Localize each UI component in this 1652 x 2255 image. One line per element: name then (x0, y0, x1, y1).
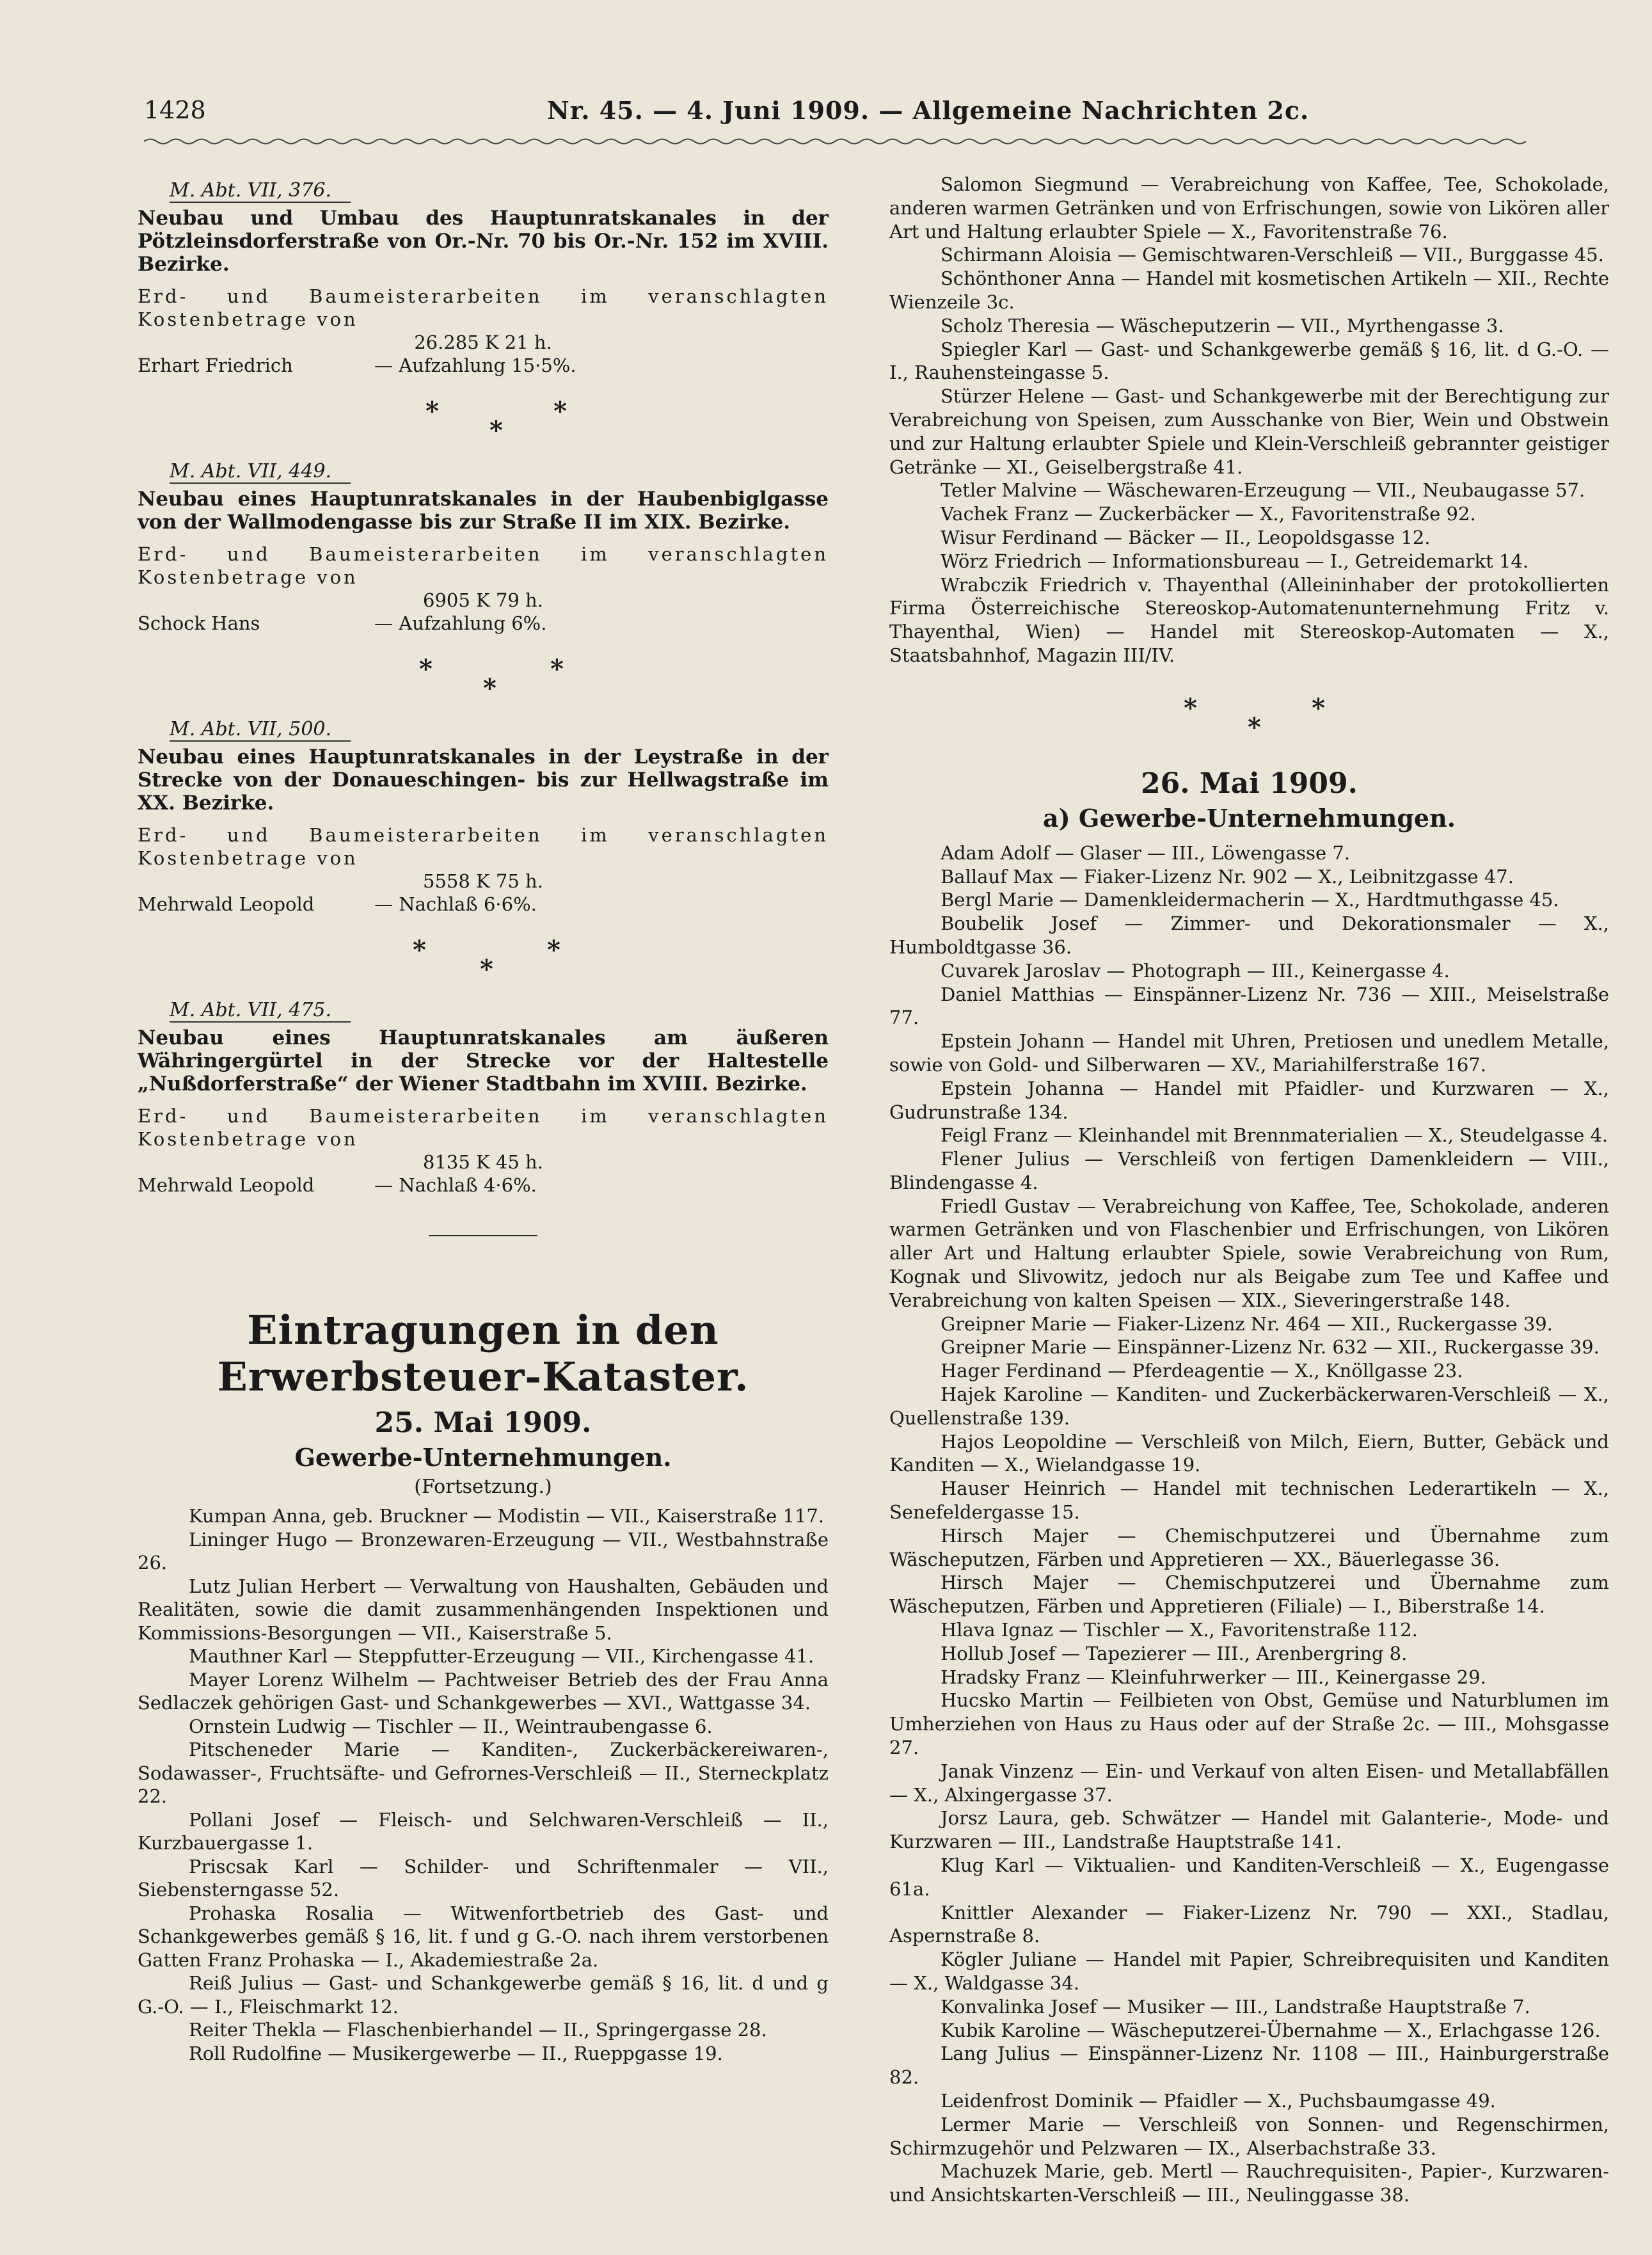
register-entry: Ornstein Ludwig — Tischler — II., Weintraubengasse 6. (189, 1715, 713, 1737)
register-entry: Friedl Gustav — Verabreichung von Kaffee, Tee, Schokolade, anderen warmen Getränken und von Flaschenbier und Erfrischungen, von Likören aller Art und Haltung erlaubter Spiele, sowie Verabreichung von Rum, Kognak und Slivowitz, jedoch nur als Beigabe zum Tee und Kaffee und Verabreichung von kalten Speisen — XIX., Sieveringerstraße 148. (889, 1195, 1609, 1311)
tender-work: Erd- und Baumeisterarbeiten im veranschlagten Kostenbetrage von (138, 285, 829, 330)
tender-bid (138, 354, 829, 377)
department-reference: M. Abt. VII, 500. (170, 718, 351, 742)
register-entry: Spiegler Karl — Gast- und Schankgewerbe gemäß § 16, lit. d G.-O. — I., Rauhensteingasse 5. (889, 338, 1609, 384)
register-entry: Roll Rudolfine — Musikergewerbe — II., Rueppgasse 19. (189, 2042, 723, 2064)
tender-block (138, 992, 829, 1197)
bid-result: — Nachlaß 4·6%. (374, 1174, 537, 1196)
register-entry: Priscsak Karl — Schilder- und Schriftenmaler — VII., Siebensterngasse 52. (138, 1855, 829, 1900)
tender-amount: 8135 K 45 h. (423, 1151, 543, 1173)
tender-work: Erd- und Baumeisterarbeiten im veranschlagten Kostenbetrage von (138, 543, 829, 588)
section-date: 26. Mai 1909. (1141, 767, 1358, 800)
section-separator-stars: * * * (1184, 692, 1325, 742)
section-divider (429, 1235, 537, 1236)
register-entry: Hollub Josef — Tapezierer — III., Arenbergring 8. (941, 1642, 1408, 1664)
bidder-name: Mehrwald Leopold (138, 1174, 315, 1196)
section-separator-stars: * * * (425, 396, 567, 445)
tender-work: Erd- und Baumeisterarbeiten im veranschlagten Kostenbetrage von (138, 824, 829, 869)
register-entry: Wisur Ferdinand — Bäcker — II., Leopoldsgasse 12. (941, 526, 1431, 548)
register-entry: Hirsch Majer — Chemischputzerei und Übernahme zum Wäscheputzen, Färben und Appretieren (Filiale) — I., Biberstraße 14. (889, 1572, 1609, 1618)
register-entry: Schönthoner Anna — Handel mit kosmetischen Artikeln — XII., Rechte Wienzeile 3c. (889, 267, 1609, 313)
register-entry: Adam Adolf — Glaser — III., Löwengasse 7. (941, 841, 1351, 864)
tender-block (138, 173, 829, 377)
register-entry: Pollani Josef — Fleisch- und Selchwaren-Verschleiß — II., Kurzbauergasse 1. (138, 1808, 829, 1854)
tender-title: Neubau eines Hauptunratskanales am äußeren Währingergürtel in der Strecke vor der Haltestelle „Nußdorferstraße“ der Wiener Stadtbahn im XVIII. Bezirke. (138, 1026, 829, 1096)
register-entry: Hirsch Majer — Chemischputzerei und Übernahme zum Wäscheputzen, Färben und Appretieren — XX., Bäuerlegasse 36. (889, 1524, 1609, 1570)
register-entry: Klug Karl — Viktualien- und Kanditen-Verschleiß — X., Eugengasse 61a. (889, 1854, 1609, 1900)
section-subtitle: a) Gewerbe-Unternehmungen. (1043, 803, 1456, 833)
register-entry: Epstein Johann — Handel mit Uhren, Pretiosen und unedlem Metalle, sowie von Gold- und Silberwaren — XV., Mariahilferstraße 167. (889, 1030, 1609, 1076)
register-entry: Janak Vinzenz — Ein- und Verkauf von alten Eisen- und Metallabfällen — X., Alxingergasse 37. (889, 1760, 1609, 1806)
tender-title: Neubau eines Hauptunratskanales in der Haubenbiglgasse von der Wallmodengasse bis zur Straße II im XIX. Bezirke. (138, 488, 829, 534)
entry-list-continued (889, 173, 1609, 667)
entry-list (889, 841, 1609, 2207)
register-entry: Salomon Siegmund — Verabreichung von Kaffee, Tee, Schokolade, anderen warmen Getränken und von Erfrischungen, sowie von Likören aller Art und Haltung erlaubter Spiele — X., Favoritenstraße 76. (889, 173, 1609, 243)
register-entry: Greipner Marie — Fiaker-Lizenz Nr. 464 — XII., Ruckergasse 39. (941, 1312, 1553, 1335)
header-wavy-rule (144, 137, 1526, 146)
register-entry: Kögler Juliane — Handel mit Papier, Schreibrequisiten und Kanditen — X., Waldgasse 34. (889, 1948, 1609, 1994)
tender-block (138, 454, 829, 635)
bid-result: — Nachlaß 6·6%. (374, 893, 537, 915)
register-entry: Tetler Malvine — Wäschewaren-Erzeugung — VII., Neubaugasse 57. (941, 479, 1585, 502)
bid-result: — Aufzahlung 15·5%. (374, 355, 576, 376)
right-column (889, 173, 1609, 2207)
register-entry: Bergl Marie — Damenkleidermacherin — X., Hardtmuthgasse 45. (941, 889, 1559, 911)
tender-amount: 5558 K 75 h. (423, 870, 543, 892)
tender-block (138, 712, 829, 916)
register-entry: Schirmann Aloisia — Gemischtwaren-Verschleiß — VII., Burggasse 45. (941, 244, 1604, 266)
register-entry: Mauthner Karl — Steppfutter-Erzeugung — VII., Kirchengasse 41. (189, 1645, 814, 1667)
page-number: 1428 (144, 96, 206, 124)
register-entry: Hlava Ignaz — Tischler — X., Favoritenstraße 112. (941, 1619, 1418, 1641)
register-entry: Prohaska Rosalia — Witwenfortbetrieb des Gast- und Schankgewerbes gemäß § 16, lit. f und g G.-O. nach ihrem verstorbenen Gatten Franz Prohaska — I., Akademiestraße 2a. (138, 1902, 829, 1971)
register-entry: Greipner Marie — Einspänner-Lizenz Nr. 632 — XII., Ruckergasse 39. (941, 1336, 1600, 1359)
bidder-name: Schock Hans (138, 612, 260, 634)
page-header (144, 96, 1524, 134)
tender-amount: 26.285 K 21 h. (414, 331, 552, 353)
section-date: 25. Mai 1909. (374, 1406, 592, 1439)
bid-result: — Aufzahlung 6%. (374, 612, 547, 634)
register-entry: Hradsky Franz — Kleinfuhrwerker — III., Keinergasse 29. (941, 1666, 1486, 1688)
register-entry: Hager Ferdinand — Pferdeagentie — X., Knöllgasse 23. (941, 1360, 1463, 1382)
entry-list (138, 1504, 829, 2065)
register-entry: Cuvarek Jaroslav — Photograph — III., Keinergasse 4. (941, 959, 1450, 982)
register-entry: Hauser Heinrich — Handel mit technischen Lederartikeln — X., Senefeldergasse 15. (889, 1478, 1609, 1524)
register-entry: Epstein Johanna — Handel mit Pfaidler- und Kurzwaren — X., Gudrunstraße 134. (889, 1077, 1609, 1123)
section-separator-stars: * * * (413, 935, 560, 984)
register-entry: Konvalinka Josef — Musiker — III., Landstraße Hauptstraße 7. (941, 1995, 1530, 2018)
tender-title: Neubau und Umbau des Hauptunratskanales in der Pötzleinsdorferstraße von Or.-Nr. 70 bis Or.-Nr. 152 im XVIII. Bezirke. (138, 207, 829, 276)
tender-amount: 6905 K 79 h. (423, 589, 543, 611)
department-reference: M. Abt. VII, 449. (170, 460, 351, 484)
tender-bid (138, 612, 829, 635)
register-entry: Reiß Julius — Gast- und Schankgewerbe gemäß § 16, lit. d und g G.-O. — I., Fleischmarkt 12. (138, 1972, 829, 2018)
register-entry: Knittler Alexander — Fiaker-Lizenz Nr. 790 — XXI., Stadlau, Aspernstraße 8. (889, 1901, 1609, 1947)
register-entry: Machuzek Marie, geb. Mertl — Rauchrequisiten-, Papier-, Kurzwaren- und Ansichtskarten-Verschleiß — III., Neulinggasse 38. (889, 2160, 1609, 2206)
register-entry: Wrabczik Friedrich v. Thayenthal (Alleininhaber der protokollierten Firma Österreichische Stereoskop-Automatenunternehmung Fritz v. Thayenthal, Wien) — Handel mit Stereoskop-Automaten — X., Staatsbahnhof, Magazin III/IV. (889, 573, 1609, 666)
bidder-name: Erhart Friedrich (138, 355, 293, 376)
register-entry: Wörz Friedrich — Informationsbureau — I., Getreidemarkt 14. (941, 550, 1529, 572)
register-entry: Lermer Marie — Verschleiß von Sonnen- und Regenschirmen, Schirmzugehör und Pelzwaren — IX., Alserbachstraße 33. (889, 2113, 1609, 2159)
running-title: Nr. 45. — 4. Juni 1909. — Allgemeine Nachrichten 2c. (547, 96, 1310, 125)
register-entry: Vachek Franz — Zuckerbäcker — X., Favoritenstraße 92. (941, 503, 1476, 525)
register-entry: Kubik Karoline — Wäscheputzerei-Übernahme — X., Erlachgasse 126. (941, 2019, 1601, 2041)
department-reference: M. Abt. VII, 376. (170, 179, 351, 203)
left-column (138, 173, 829, 2065)
section-separator-stars: * * * (419, 654, 564, 703)
register-entry: Daniel Matthias — Einspänner-Lizenz Nr. 736 — XIII., Meiselstraße 77. (889, 983, 1609, 1029)
department-reference: M. Abt. VII, 475. (170, 999, 351, 1023)
register-entry: Feigl Franz — Kleinhandel mit Brennmaterialien — X., Steudelgasse 4. (941, 1124, 1608, 1147)
tender-bid (138, 893, 829, 916)
register-entry: Lang Julius — Einspänner-Lizenz Nr. 1108 — III., Hainburgerstraße 82. (889, 2043, 1609, 2089)
register-entry: Kumpan Anna, geb. Bruckner — Modistin — VII., Kaiserstraße 117. (189, 1505, 825, 1527)
bidder-name: Mehrwald Leopold (138, 893, 315, 915)
register-entry: Lutz Julian Herbert — Verwaltung von Haushalten, Gebäuden und Realitäten, sowie die damit zusammenhängenden Inspektionen und Kommissions-Besorgungen — VII., Kaiserstraße 5. (138, 1575, 829, 1644)
register-entry: Scholz Theresia — Wäscheputzerin — VII., Myrthengasse 3. (941, 314, 1504, 337)
register-entry: Hajek Karoline — Kanditen- und Zuckerbäckerwaren-Verschleiß — X., Quellenstraße 139. (889, 1383, 1609, 1429)
register-entry: Jorsz Laura, geb. Schwätzer — Handel mit Galanterie-, Mode- und Kurzwaren — III., Landstraße Hauptstraße 141. (889, 1807, 1609, 1853)
register-entry: Hucsko Martin — Feilbieten von Obst, Gemüse und Naturblumen im Umherziehen von Haus zu Haus oder auf der Straße 2c. — III., Mohsgasse 27. (889, 1689, 1609, 1759)
register-entry: Ballauf Max — Fiaker-Lizenz Nr. 902 — X., Leibnitzgasse 47. (941, 865, 1514, 888)
register-entry: Flener Julius — Verschleiß von fertigen Damenkleidern — VIII., Blindengasse 4. (889, 1148, 1609, 1193)
register-entry: Boubelik Josef — Zimmer- und Dekorationsmaler — X., Humboldtgasse 36. (889, 912, 1609, 958)
register-entry: Reiter Thekla — Flaschenbierhandel — II., Springergasse 28. (189, 2019, 767, 2041)
tender-bid (138, 1174, 829, 1197)
register-entry: Stürzer Helene — Gast- und Schankgewerbe mit der Berechtigung zur Verabreichung von Speisen, zum Ausschanke von Bier, Wein und Obstwein und zur Haltung erlaubter Spiele und Klein-Verschleiß gebrannter geistiger Getränke — XI., Geiselbergstraße 41. (889, 385, 1609, 478)
continuation-note: (Fortsetzung.) (414, 1476, 552, 1498)
tender-work: Erd- und Baumeisterarbeiten im veranschlagten Kostenbetrage von (138, 1105, 829, 1150)
register-entry: Lininger Hugo — Bronzewaren-Erzeugung — VII., Westbahnstraße 26. (138, 1528, 829, 1574)
register-entry: Hajos Leopoldine — Verschleiß von Milch, Eiern, Butter, Gebäck und Kanditen — X., Wielandgasse 19. (889, 1430, 1609, 1476)
section-subtitle: Gewerbe-Unternehmungen. (294, 1443, 672, 1472)
section-title: Eintragungen in den Erwerbsteuer-Kataster. (217, 1307, 749, 1400)
tender-title: Neubau eines Hauptunratskanales in der Leystraße in der Strecke von der Donaueschingen- bis zur Hellwagstraße im XX. Bezirke. (138, 745, 829, 815)
register-entry: Pitscheneder Marie — Kanditen-, Zuckerbäckereiwaren-, Sodawasser-, Fruchtsäfte- und Gefrornes-Verschleiß — II., Sterneckplatz 22. (138, 1739, 829, 1807)
register-entry: Leidenfrost Dominik — Pfaidler — X., Puchsbaumgasse 49. (941, 2089, 1496, 2112)
register-entry: Mayer Lorenz Wilhelm — Pachtweiser Betrieb des der Frau Anna Sedlaczek gehörigen Gast- und Schankgewerbes — XVI., Wattgasse 34. (138, 1668, 829, 1714)
